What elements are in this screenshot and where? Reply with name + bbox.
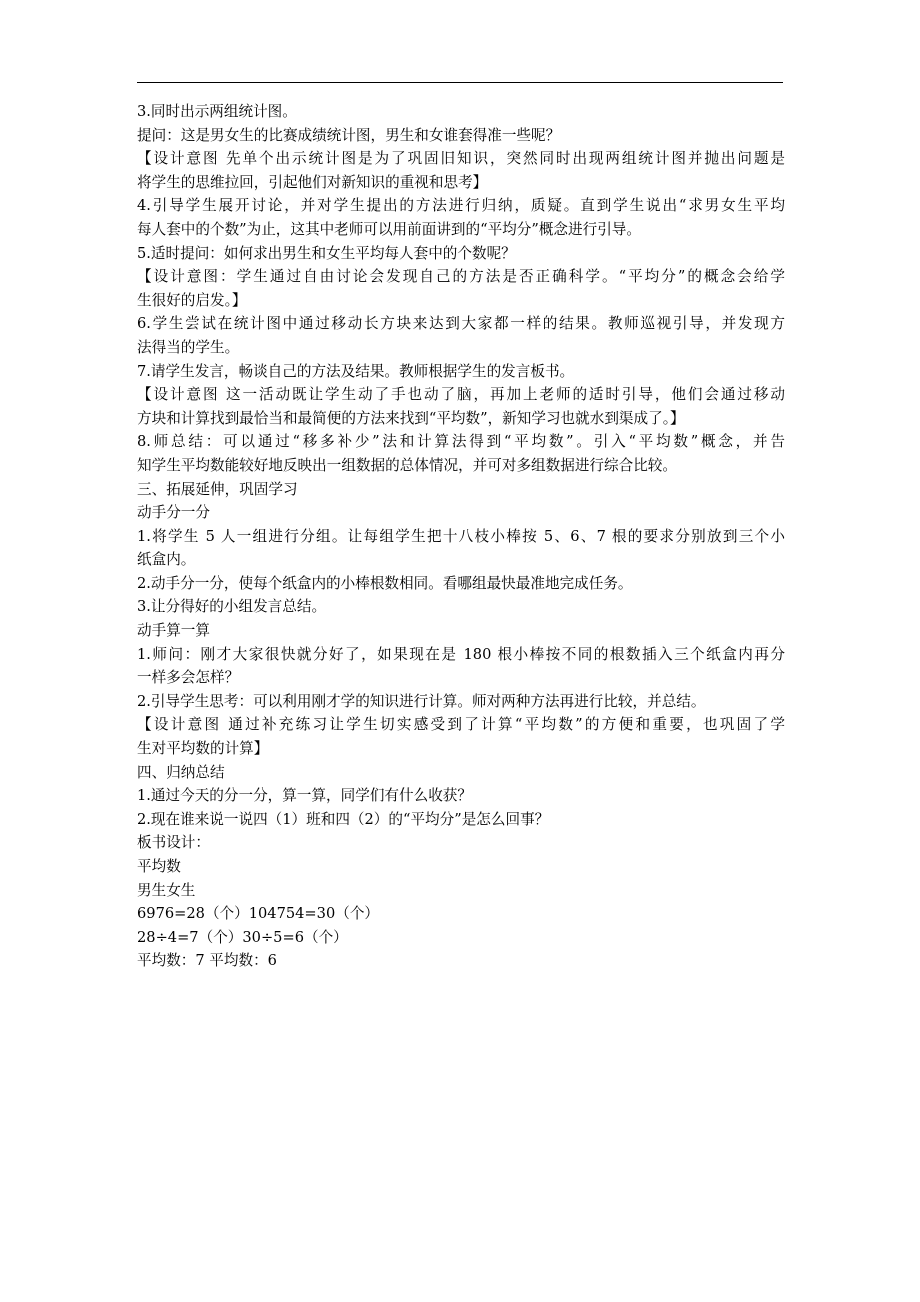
text-line: 将学生的思维拉回，引起他们对新知识的重视和思考】 <box>137 173 488 191</box>
text-line: 1.将学生 5 人一组进行分组。让每组学生把十八枝小棒按 5、6、7 根的要求分别放到三个小 <box>137 527 785 545</box>
text-line: 2.现在谁来说一说四（1）班和四（2）的“平均分”是怎么回事？ <box>137 810 550 828</box>
text-line: 法得当的学生。 <box>137 338 240 356</box>
text-line: 四、归纳总结 <box>137 763 225 781</box>
text-line: 每人套中的个数”为止，这其中老师可以用前面讲到的“平均分”概念进行引导。 <box>137 220 641 238</box>
text-line: 1.通过今天的分一分，算一算，同学们有什么收获？ <box>137 787 472 805</box>
text-line: 28÷4=7（个）30÷5=6（个） <box>137 928 348 946</box>
text-line: 三、拓展延伸，巩固学习 <box>137 480 298 498</box>
document-body <box>137 100 785 973</box>
text-line: 3.同时出示两组统计图。 <box>137 103 297 120</box>
text-line: 【设计意图：学生通过自由讨论会发现自己的方法是否正确科学。“平均分”的概念会给学 <box>137 268 785 286</box>
text-line: 生很好的启发。】 <box>137 291 247 309</box>
text-line: 7.请学生发言，畅谈自己的方法及结果。教师根据学生的发言板书。 <box>137 362 575 380</box>
text-line: 一样多会怎样？ <box>137 669 240 687</box>
text-line: 6.学生尝试在统计图中通过移动长方块来达到大家都一样的结果。教师巡视引导，并发现方 <box>137 315 785 333</box>
text-line: 3.让分得好的小组发言总结。 <box>137 598 327 616</box>
text-line: 板书设计： <box>137 834 210 852</box>
text-line: 4.引导学生展开讨论，并对学生提出的方法进行归纳，质疑。直到学生说出“求男女生平均 <box>137 197 785 215</box>
text-line: 1.师问：刚才大家很快就分好了，如果现在是 180 根小棒按不同的根数插入三个纸盒内再分 <box>137 645 785 663</box>
text-line: 提问：这是男女生的比赛成绩统计图，男生和女谁套得准一些呢？ <box>137 126 561 144</box>
text-line: 【设计意图 这一活动既让学生动了手也动了脑，再加上老师的适时引导，他们会通过移动 <box>137 386 785 404</box>
text-line: 【设计意图 先单个出示统计图是为了巩固旧知识，突然同时出现两组统计图并抛出问题是 <box>137 150 785 168</box>
text-line: 【设计意图 通过补充练习让学生切实感受到了计算“平均数”的方便和重要，也巩固了学 <box>137 716 785 734</box>
text-line: 平均数 <box>137 858 181 875</box>
text-line: 知学生平均数能较好地反映出一组数据的总体情况，并可对多组数据进行综合比较。 <box>137 456 677 474</box>
text-line: 动手算一算 <box>137 622 210 640</box>
text-line: 方块和计算找到最恰当和最简便的方法来找到“平均数”，新知学习也就水到渠成了。】 <box>137 409 685 427</box>
text-line: 生对平均数的计算】 <box>137 740 269 758</box>
text-line: 2.引导学生思考：可以利用刚才学的知识进行计算。师对两种方法再进行比较，并总结。 <box>137 692 706 710</box>
text-line: 2.动手分一分，使每个纸盒内的小棒根数相同。看哪组最快最准地完成任务。 <box>137 574 633 592</box>
text-line: 平均数：7 平均数：6 <box>137 952 277 970</box>
header-rule <box>137 82 783 83</box>
text-line: 男生女生 <box>137 881 196 899</box>
text-line: 8.师总结：可以通过“移多补少”法和计算法得到“平均数”。引入“平均数”概念，并告 <box>137 433 785 451</box>
text-line: 5.适时提问：如何求出男生和女生平均每人套中的个数呢？ <box>137 244 516 262</box>
text-line: 6976=28（个）104754=30（个） <box>137 905 380 923</box>
text-line: 动手分一分 <box>137 504 210 522</box>
text-line: 纸盒内。 <box>137 551 196 569</box>
